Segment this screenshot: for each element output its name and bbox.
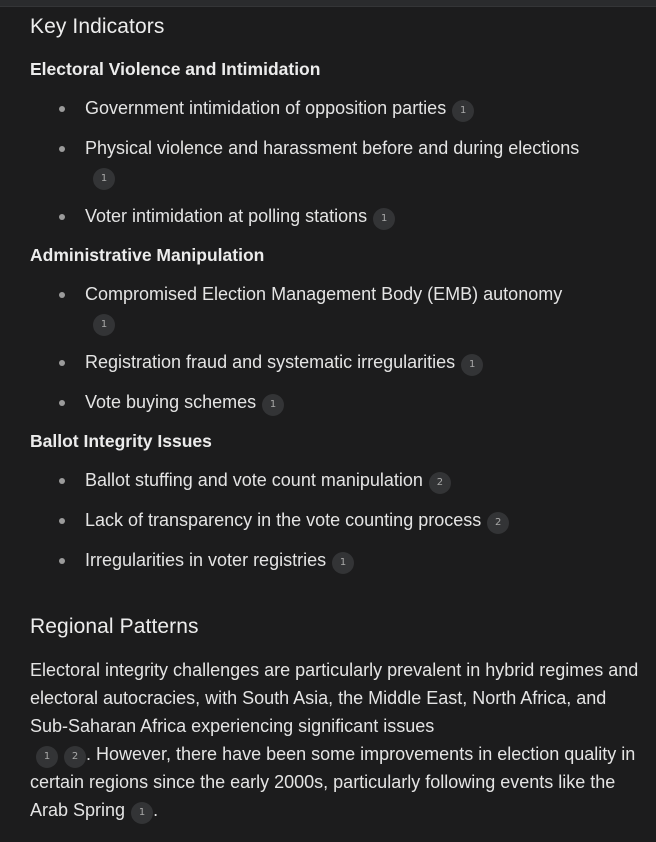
section-heading-ballot-integrity: Ballot Integrity Issues	[30, 431, 212, 451]
bullet-icon	[59, 558, 65, 564]
citation-badge[interactable]: 1	[93, 314, 115, 336]
section-heading-administrative-manipulation: Administrative Manipulation	[30, 245, 265, 265]
citation-badge[interactable]: 2	[429, 472, 451, 494]
list-item: Vote buying schemes 1	[30, 388, 640, 416]
list-item: Voter intimidation at polling stations 1	[30, 202, 640, 230]
list-item: Physical violence and harassment before and during elections 1	[30, 134, 640, 190]
list-item: Lack of transparency in the vote counting process 2	[30, 506, 640, 534]
list-ballot-integrity	[30, 466, 640, 574]
citation-badge[interactable]: 2	[64, 746, 86, 768]
list-item: Compromised Election Management Body (EMB) autonomy 1	[30, 280, 640, 336]
section-heading-electoral-violence: Electoral Violence and Intimidation	[30, 59, 321, 79]
citation-badge[interactable]: 1	[461, 354, 483, 376]
bullet-icon	[59, 518, 65, 524]
list-item: Ballot stuffing and vote count manipulation 2	[30, 466, 640, 494]
bullet-icon	[59, 106, 65, 112]
citation-badge[interactable]: 1	[93, 168, 115, 190]
list-electoral-violence	[30, 94, 640, 230]
list-item: Government intimidation of opposition parties 1	[30, 94, 640, 122]
citation-badge[interactable]: 2	[487, 512, 509, 534]
list-item: Registration fraud and systematic irregularities 1	[30, 348, 640, 376]
citation-badge[interactable]: 1	[36, 746, 58, 768]
citation-badge[interactable]: 1	[373, 208, 395, 230]
bullet-icon	[59, 478, 65, 484]
key-indicators-heading: Key Indicators	[30, 15, 165, 38]
top-divider	[0, 0, 656, 7]
bullet-icon	[59, 360, 65, 366]
citation-badge[interactable]: 1	[131, 802, 153, 824]
bullet-icon	[59, 214, 65, 220]
citation-badge[interactable]: 1	[452, 100, 474, 122]
response-content	[30, 12, 640, 824]
regional-patterns-heading: Regional Patterns	[30, 615, 199, 638]
citation-badge[interactable]: 1	[262, 394, 284, 416]
bullet-icon	[59, 146, 65, 152]
bullet-icon	[59, 292, 65, 298]
list-item: Irregularities in voter registries 1	[30, 546, 640, 574]
list-administrative-manipulation	[30, 280, 640, 416]
bullet-icon	[59, 400, 65, 406]
regional-patterns-paragraph: Electoral integrity challenges are particularly prevalent in hybrid regimes and electoral autocracies, with South Asia, the Middle East, North Africa, and Sub-Saharan Africa experiencing significant issues 1 2 . However, there have been some improvements in election quality in certain regions since the early 2000s, particularly following events like the Arab Spring 1 .	[30, 656, 640, 824]
citation-badge[interactable]: 1	[332, 552, 354, 574]
